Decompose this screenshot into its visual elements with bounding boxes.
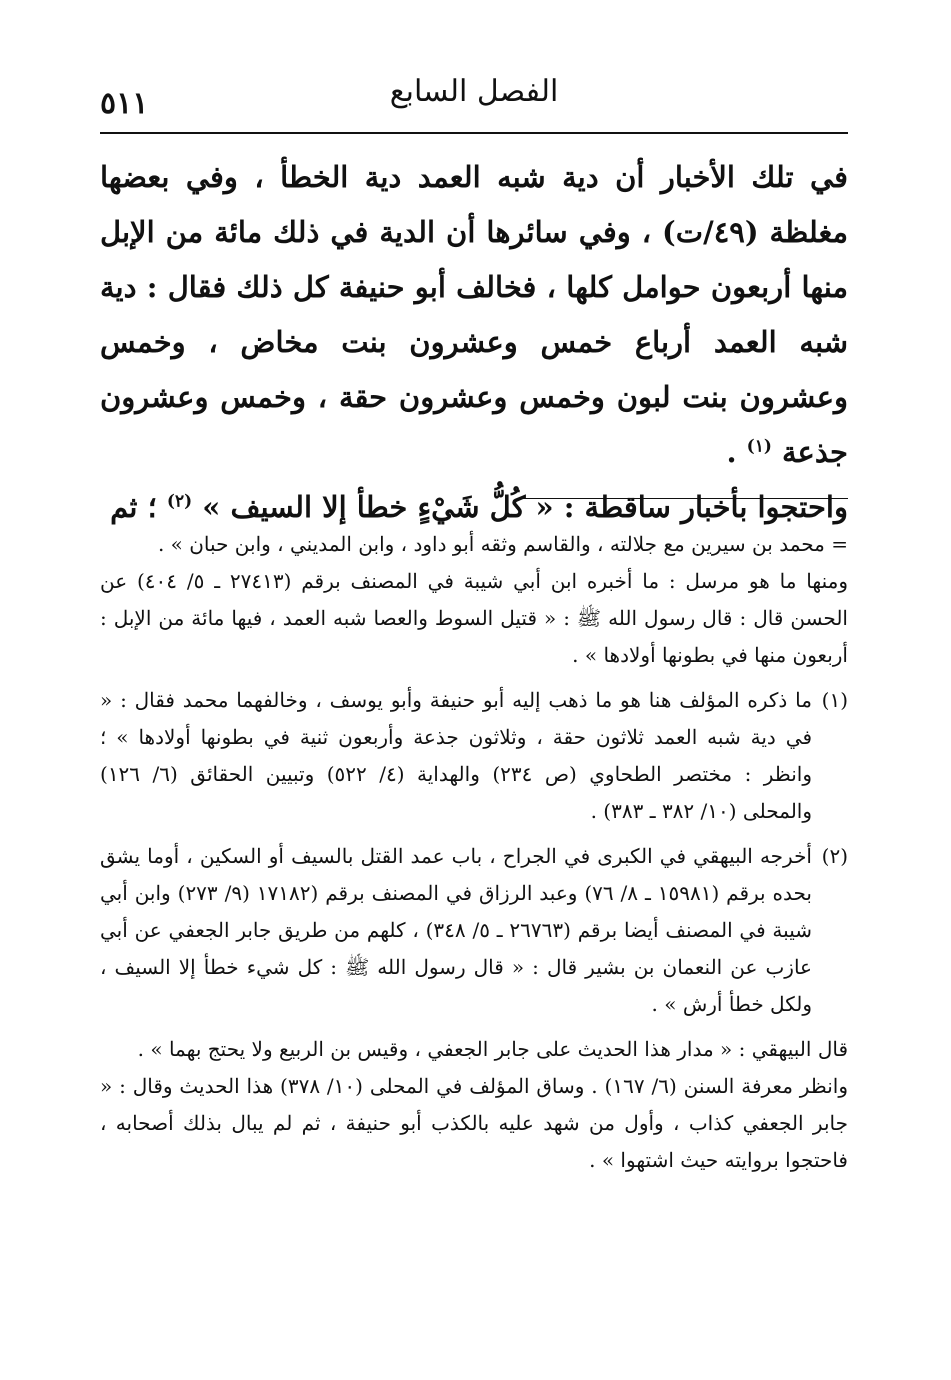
- footnote-ref-1: (١): [746, 436, 772, 457]
- page-header: [100, 70, 848, 132]
- footnote-1-body: [100, 682, 812, 830]
- footnote-2-number: (٢): [821, 844, 848, 868]
- footnote-ref-2: (٢): [166, 491, 193, 512]
- footnote-2-paragraph-2: قال البيهقي : « مدار هذا الحديث على جابر الجعفي ، وقيس بن الربيع ولا يحتج بهما » .: [137, 1037, 848, 1061]
- body-paragraph-1: [100, 150, 848, 480]
- header-rule: [100, 132, 848, 134]
- footnote-2: [100, 838, 848, 1023]
- body-paragraph-2-text: واحتجوا بأخبار ساقطة : « كُلُّ شَيْءٍ خطأ إلا السيف »: [202, 490, 848, 524]
- chapter-title: الفصل السابع: [389, 74, 559, 109]
- footnote-2-paragraph-3: وانظر معرفة السنن (٦/ ١٦٧) . وساق المؤلف في المحلى (١٠/ ٣٧٨) هذا الحديث وقال : « جابر الجعفي كذاب ، وأول من شهد عليه بالكذب أبو حنيفة ، ثم لم يبال بذلك أصحابه ، فاحتجوا بروايته حيث اشتهوا » .: [100, 1074, 848, 1172]
- footnote-continuation-line-2: ومنها ما هو مرسل : ما أخبره ابن أبي شيبة في المصنف برقم (٢٧٤١٣ ـ ٥/ ٤٠٤) عن الحسن قال : قال رسول الله ﷺ : « قتيل السوط والعصا شبه العمد ، فيها مائة من الإبل : أربعون منها في بطونها أولادها » .: [100, 569, 848, 667]
- footnotes: [100, 526, 848, 1187]
- body-paragraph-1-text: في تلك الأخبار أن دية شبه العمد دية الخطأ ، وفي بعضها مغلظة (٤٩/ت) ، وفي سائرها أن الدية في ذلك مائة من الإبل منها أربعون حوامل كلها ، فخالف أبو حنيفة كل ذلك فقال : دية شبه العمد أرباع خمس وعشرون بنت مخاض ، وخمس وعشرون بنت لبون وخمس وعشرون حقة ، وخمس وعشرون جذعة: [100, 160, 849, 469]
- footnote-1-text: ما ذكره المؤلف هنا هو ما ذهب إليه أبو حنيفة وأبو يوسف ، وخالفهما محمد فقال : « في دية شبه العمد ثلاثون حقة ، وثلاثون جذعة وأربعون ثنية في بطونها أولادها » ؛ وانظر : مختصر الطحاوي (ص ٢٣٤) والهداية (٤/ ٥٢٢) وتبيين الحقائق (٦/ ١٢٦) والمحلى (١٠/ ٣٨٢ ـ ٣٨٣) .: [100, 688, 812, 823]
- footnote-2-text: أخرجه البيهقي في الكبرى في الجراح ، باب عمد القتل بالسيف أو السكين ، أوما يشق بحده برقم (١٥٩٨١ ـ ٨/ ٧٦) وعبد الرزاق في المصنف برقم (١٧١٨٢ (٩/ ٢٧٣) وابن أبي شيبة في المصنف أيضا برقم (٢٦٧٦٣ ـ ٥/ ٣٤٨) ، كلهم من طريق جابر الجعفي عن أبي عازب عن النعمان بن بشير قال : « قال رسول الله ﷺ : كل شيء خطأ إلا السيف ، ولكل خطأ أرش » .: [100, 844, 812, 1016]
- footnote-continuation-line-1: = محمد بن سيرين مع جلالته ، والقاسم وثقه أبو داود ، وابن المديني ، وابن حبان » .: [157, 532, 848, 556]
- footnote-continuation: [100, 526, 848, 674]
- footnote-2-extra: [100, 1031, 848, 1179]
- footnote-1-number: (١): [821, 688, 848, 712]
- page-number: ٥١١: [100, 86, 149, 121]
- footnote-1: [100, 682, 848, 830]
- main-text: [100, 150, 848, 535]
- body-paragraph-1-end: .: [726, 435, 747, 469]
- body-paragraph-2-end: ؛ ثم: [110, 490, 167, 524]
- footnote-separator: [518, 498, 848, 499]
- footnote-2-body: [100, 838, 812, 1023]
